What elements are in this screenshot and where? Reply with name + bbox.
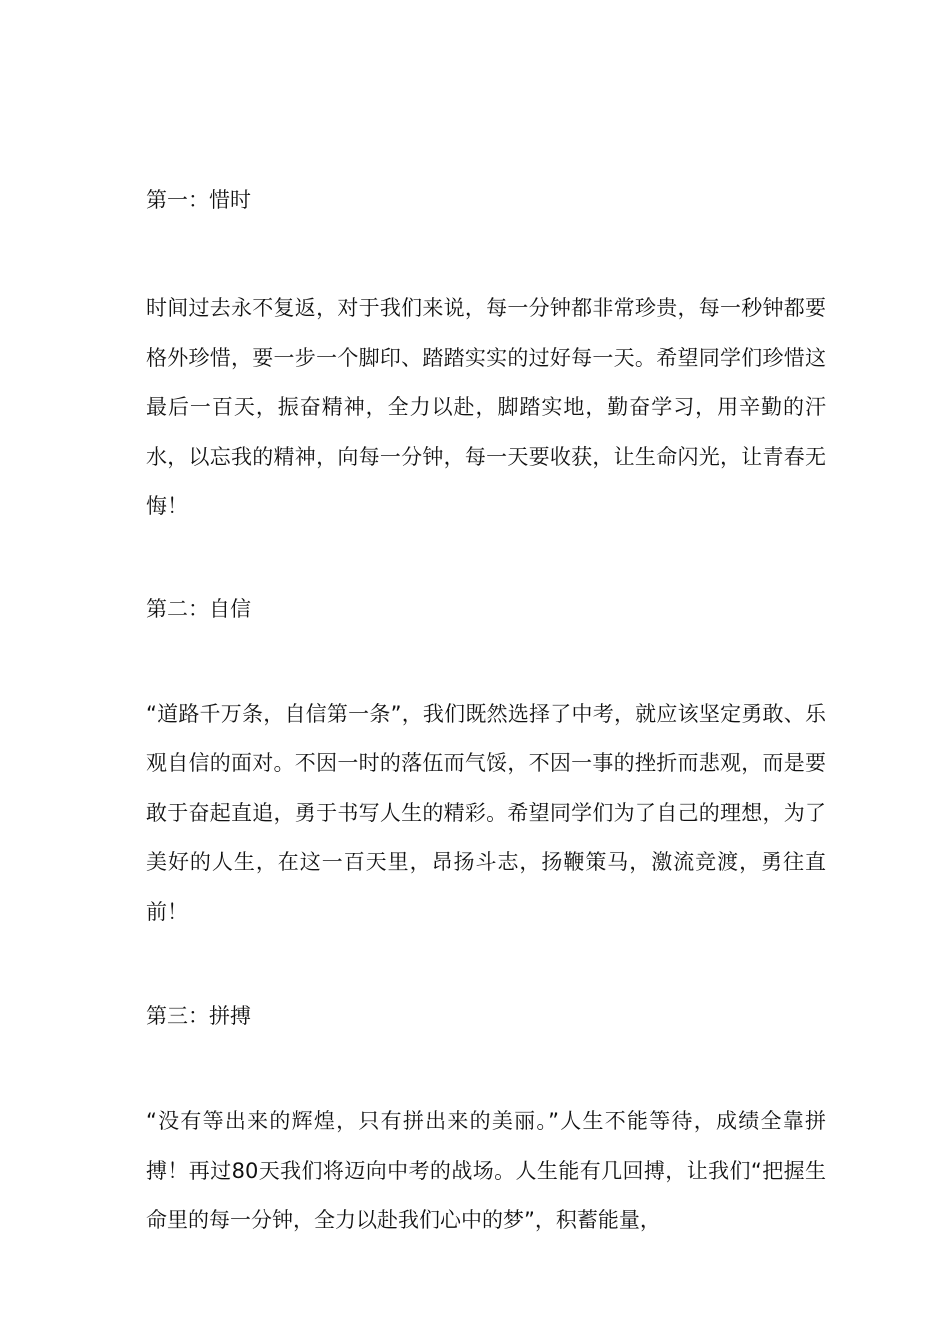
section-paragraph-2: “道路千万条，自信第一条”，我们既然选择了中考，就应该坚定勇敢、乐观自信的面对。不因一时的落伍而气馁，不因一事的挫折而悲观，而是要敢于奋起直追，勇于书写人生的精彩。希望同学们为了自己的理想，为了美好的人生，在这一百天里，昂扬斗志，扬鞭策马，激流竞渡，勇往直前！ xyxy=(146,701,826,924)
section-heading-1: 第一：惜时 xyxy=(146,188,251,212)
document-body xyxy=(146,183,826,1246)
section-heading-2: 第二：自信 xyxy=(146,596,251,621)
section-paragraph-3: “没有等出来的辉煌，只有拼出来的美丽。”人生不能等待，成绩全靠拼搏！再过80天我们将迈向中考的战场。人生能有几回搏，让我们“把握生命里的每一分钟，全力以赴我们心中的梦”，积蓄能量， xyxy=(146,1109,826,1232)
section-heading-3: 第三：拼搏 xyxy=(146,1004,251,1028)
section-paragraph-1: 时间过去永不复返，对于我们来说，每一分钟都非常珍贵，每一秒钟都要格外珍惜，要一步一个脚印、踏踏实实的过好每一天。希望同学们珍惜这最后一百天，振奋精神，全力以赴，脚踏实地，勤奋学习，用辛勤的汗水，以忘我的精神，向每一分钟，每一天要收获，让生命闪光，让青春无悔！ xyxy=(146,296,826,518)
